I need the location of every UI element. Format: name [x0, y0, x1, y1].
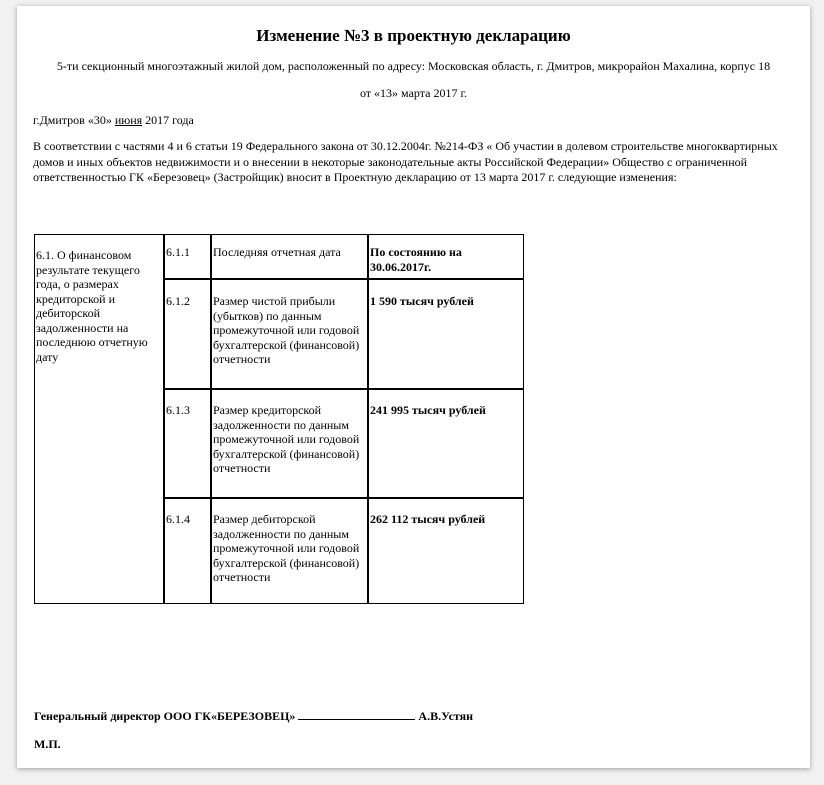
row-value: 241 995 тысяч рублей	[368, 389, 524, 498]
section-label-cell: 6.1. О финансовом результате текущего года, о размерах кредиторской и дебиторской задолженности на последнюю отчетную дату	[35, 235, 165, 604]
row-value: По состоянию на 30.06.2017г.	[368, 235, 524, 280]
row-description: Размер дебиторской задолженности по данным промежуточной или годовой бухгалтерской (финансовой) отчетности	[211, 498, 368, 604]
signature-block	[34, 709, 473, 724]
row-description: Размер чистой прибыли (убытков) по данным промежуточной или годовой бухгалтерской (финансовой) отчетности	[211, 279, 368, 389]
row-code: 6.1.3	[164, 389, 211, 498]
city-date-prefix: г.Дмитров «30»	[33, 113, 115, 127]
document-page	[17, 6, 810, 768]
row-code: 6.1.1	[164, 235, 211, 280]
city-date-month: июня	[114, 113, 143, 127]
declaration-date: от «13» марта 2017 г.	[359, 86, 468, 100]
row-value: 1 590 тысяч рублей	[368, 279, 524, 389]
signature-line	[298, 710, 415, 720]
row-description: Размер кредиторской задолженности по данным промежуточной или годовой бухгалтерской (финансовой) отчетности	[211, 389, 368, 498]
signatory-position: Генеральный директор ООО ГК«БЕРЕЗОВЕЦ»	[34, 709, 296, 723]
row-value: 262 112 тысяч рублей	[368, 498, 524, 604]
financial-info-table	[34, 234, 524, 604]
stamp-placeholder: М.П.	[34, 737, 61, 751]
intro-paragraph: В соответствии с частями 4 и 6 статьи 19 Федерального закона от 30.12.2004г. №214-ФЗ « Об участии в долевом строительстве многоквартирных домов и иных объектов недвижимости и о внесении в некоторые законодательные акты Российской Федерации» Общество с ограниченной ответственностью ГК «Березовец» (Застройщик) вносит в Проектную декларацию от 13 марта 2017 г. следующие изменения:	[33, 139, 778, 184]
table-row	[35, 235, 524, 280]
document-subtitle: 5-ти секционный многоэтажный жилой дом, расположенный по адресу: Московская область, г. Дмитров, микрорайон Махалина, корпус 18	[56, 59, 771, 73]
document-title: Изменение №3 в проектную декларацию	[256, 26, 571, 45]
signatory-name: А.В.Устян	[418, 709, 474, 723]
row-code: 6.1.4	[164, 498, 211, 604]
city-date-suffix: 2017 года	[142, 113, 194, 127]
city-date	[33, 113, 194, 128]
row-code: 6.1.2	[164, 279, 211, 389]
row-description: Последняя отчетная дата	[211, 235, 368, 280]
